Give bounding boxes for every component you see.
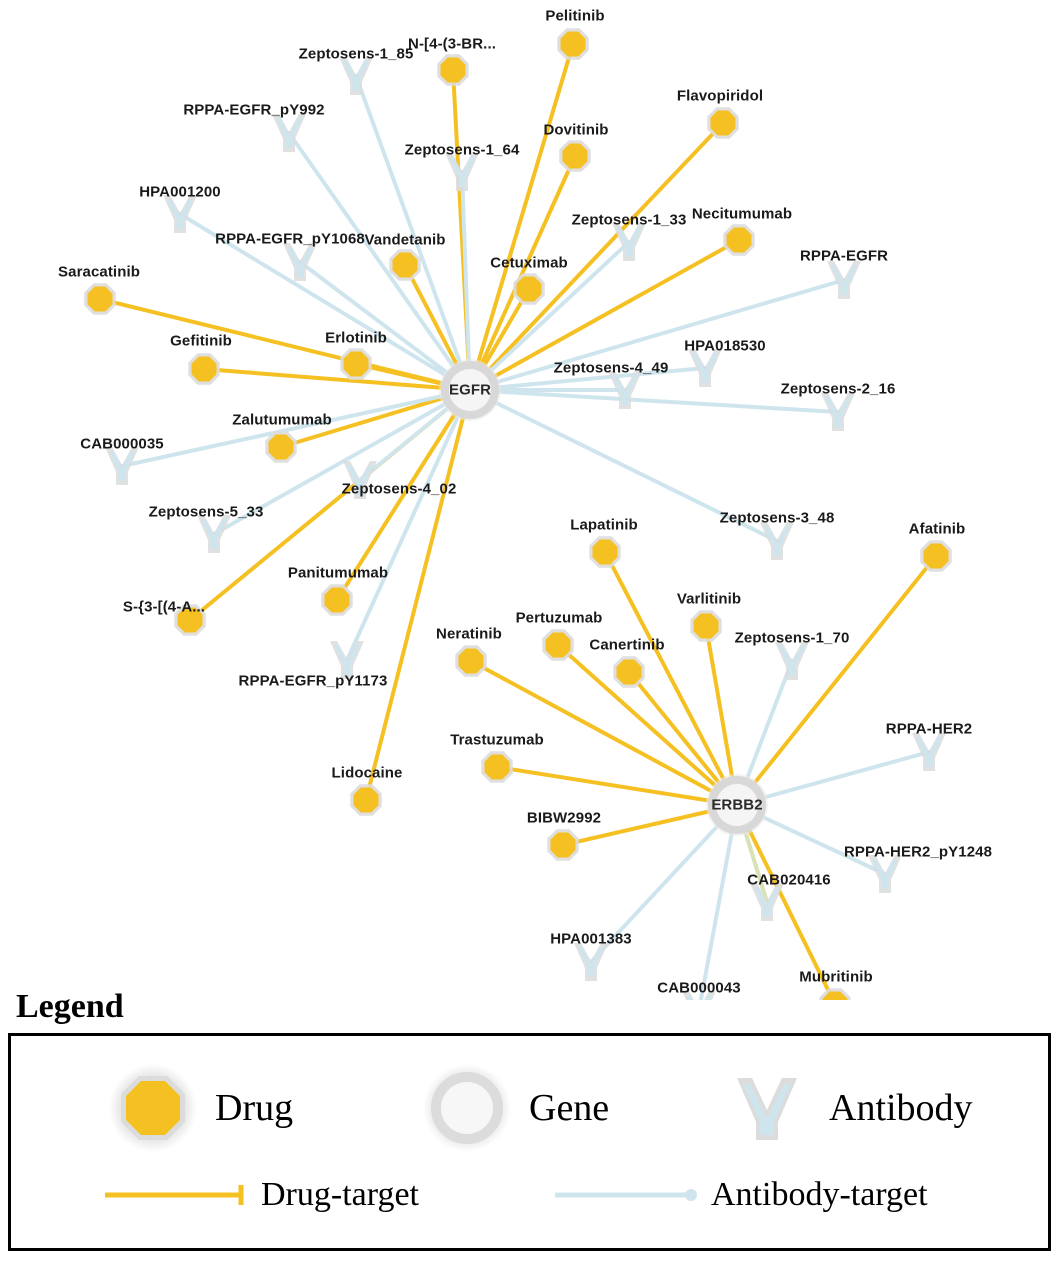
drug-node[interactable] <box>542 629 573 660</box>
drug-label: Afatinib <box>908 520 966 538</box>
antibody-node[interactable] <box>760 522 794 560</box>
legend-item-drug-target <box>101 1176 419 1214</box>
drug-node[interactable] <box>321 584 352 615</box>
drug-label: Necitumumab <box>691 205 793 223</box>
drug-node[interactable] <box>559 140 590 171</box>
gene-icon <box>421 1062 513 1154</box>
legend-box <box>8 1033 1051 1251</box>
antibody-node[interactable] <box>339 57 373 95</box>
drug-label: Flavopiridol <box>676 87 764 105</box>
drug-node[interactable] <box>265 431 296 462</box>
antibody-label: HPA001200 <box>139 183 221 201</box>
drug-label: Gefitinib <box>170 332 232 350</box>
drug-label: Lidocaine <box>331 764 403 782</box>
drug-label: Zalutumumab <box>232 411 332 429</box>
drug-label: Trastuzumab <box>450 731 544 749</box>
drug-label: Varlitinib <box>676 590 742 608</box>
drug-node[interactable] <box>707 107 738 138</box>
drug-node[interactable] <box>557 28 588 59</box>
antibody-label: HPA018530 <box>684 337 766 355</box>
drug-node[interactable] <box>340 348 371 379</box>
drug-node[interactable] <box>455 645 486 676</box>
antibody-label: HPA001383 <box>550 930 632 948</box>
drug-node[interactable] <box>513 273 544 304</box>
drug-node[interactable] <box>920 540 951 571</box>
gene-label: ERBB2 <box>711 796 763 814</box>
drug-label: Pertuzumab <box>515 609 603 627</box>
drug-node[interactable] <box>481 751 512 782</box>
drug-node[interactable] <box>613 656 644 687</box>
drug-label: BIBW2992 <box>526 809 602 827</box>
drug-label: Saracatinib <box>58 263 140 281</box>
legend-label-drug: Drug <box>215 1087 294 1130</box>
legend-item-drug <box>107 1062 293 1154</box>
legend-label-antibody: Antibody <box>829 1087 973 1130</box>
legend-label-antibody-target: Antibody-target <box>711 1176 928 1214</box>
legend-label-drug-target: Drug-target <box>261 1176 419 1214</box>
antibody-label: RPPA-EGFR_pY992 <box>183 101 325 119</box>
drug-node[interactable] <box>389 249 420 280</box>
antibody-node[interactable] <box>445 153 479 191</box>
drug-label: Mubritinib <box>799 968 873 986</box>
antibody-label: CAB020416 <box>747 871 831 889</box>
drug-node[interactable] <box>437 54 468 85</box>
drug-label: Canertinib <box>589 636 665 654</box>
antibody-node[interactable] <box>750 883 784 921</box>
antibody-label: CAB000043 <box>657 979 741 997</box>
drug-node[interactable] <box>350 784 381 815</box>
edge-drug-target <box>734 556 936 805</box>
antibody-label: RPPA-HER2_pY1248 <box>843 843 993 861</box>
drug-label: S-{3-[(4-A... <box>122 598 206 616</box>
antibody-label: RPPA-HER2 <box>885 720 973 738</box>
drug-label: N-[4-(3-BR... <box>408 35 496 53</box>
antibody-label: Zeptosens-1_33 <box>571 211 687 229</box>
drug-label: Cetuximab <box>490 254 568 272</box>
drug-node[interactable] <box>188 353 219 384</box>
legend-title: Legend <box>16 988 124 1025</box>
antibody-label: RPPA-EGFR_pY1173 <box>238 672 388 690</box>
drug-node[interactable] <box>723 224 754 255</box>
drug-target-edge-icon <box>101 1180 251 1210</box>
antibody-node[interactable] <box>775 642 809 680</box>
antibody-node[interactable] <box>272 114 306 152</box>
antibody-label: CAB000035 <box>80 435 164 453</box>
drug-node[interactable] <box>690 610 721 641</box>
drug-icon <box>107 1062 199 1154</box>
legend <box>8 988 1051 1251</box>
drug-label: Lapatinib <box>570 516 638 534</box>
drug-label: Neratinib <box>436 625 502 643</box>
antibody-label: Zeptosens-1_64 <box>404 141 520 159</box>
antibody-label: Zeptosens-2_16 <box>780 380 896 398</box>
legend-item-gene <box>421 1062 609 1154</box>
antibody-label: Zeptosens-5_33 <box>148 503 264 521</box>
drug-label: Vandetanib <box>364 231 446 249</box>
antibody-label: RPPA-EGFR <box>799 247 889 265</box>
legend-item-antibody <box>721 1062 973 1154</box>
antibody-icon <box>721 1062 813 1154</box>
antibody-node[interactable] <box>912 733 946 771</box>
antibody-label: Zeptosens-1_85 <box>298 45 414 63</box>
antibody-label: Zeptosens-1_70 <box>734 629 850 647</box>
antibody-node[interactable] <box>163 195 197 233</box>
edge-antibody-target <box>347 390 470 660</box>
antibody-label: Zeptosens-3_48 <box>719 509 835 527</box>
drug-label: Erlotinib <box>325 329 387 347</box>
antibody-label: Zeptosens-4_49 <box>553 359 669 377</box>
drug-label: Pelitinib <box>545 7 605 25</box>
drug-node[interactable] <box>547 829 578 860</box>
legend-item-antibody-target <box>551 1176 928 1214</box>
antibody-node[interactable] <box>283 243 317 281</box>
legend-label-gene: Gene <box>529 1087 610 1130</box>
antibody-node[interactable] <box>197 515 231 553</box>
drug-node[interactable] <box>84 283 115 314</box>
gene-label: EGFR <box>448 381 492 399</box>
antibody-node[interactable] <box>105 447 139 485</box>
edge-drug-target <box>470 156 575 390</box>
drug-node[interactable] <box>589 536 620 567</box>
antibody-label: RPPA-EGFR_pY1068 <box>215 230 365 248</box>
drug-label: Panitumumab <box>287 564 389 582</box>
antibody-node[interactable] <box>574 943 608 981</box>
antibody-label: Zeptosens-4_02 <box>341 480 457 498</box>
antibody-node[interactable] <box>868 855 902 893</box>
drug-label: Dovitinib <box>543 121 609 139</box>
antibody-target-edge-icon <box>551 1180 701 1210</box>
antibody-node[interactable] <box>827 261 861 299</box>
